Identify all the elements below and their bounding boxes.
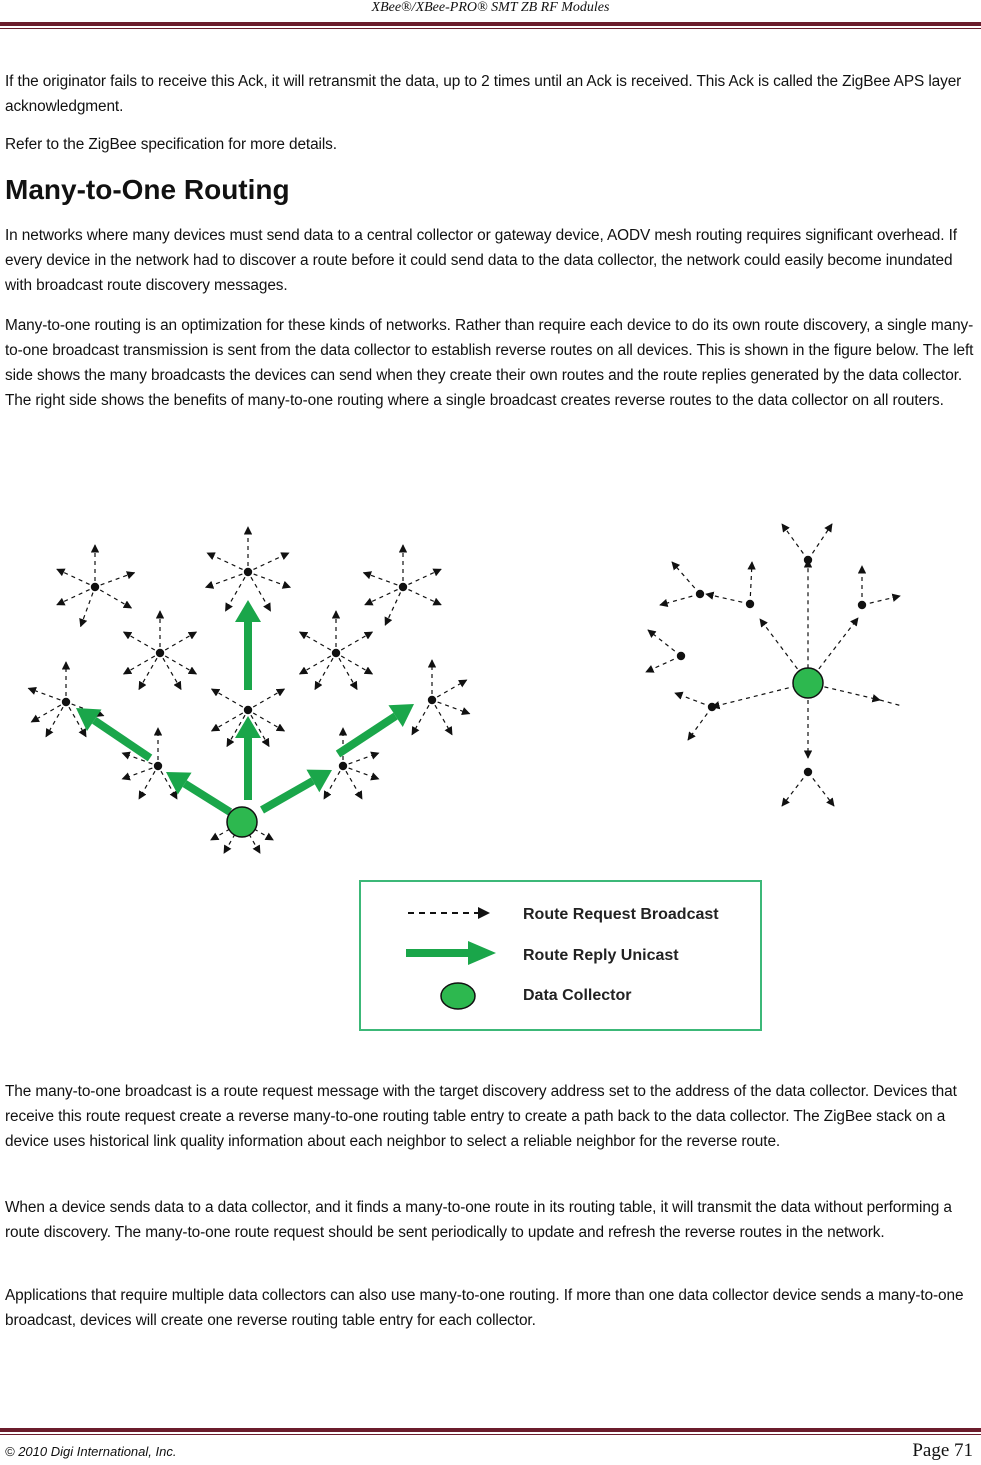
broadcast-dashed-line — [672, 562, 700, 594]
broadcast-dashed-line — [365, 590, 398, 605]
broadcast-dashed-line — [706, 594, 750, 604]
header-rule-thick — [0, 22, 981, 26]
route-reply-arrowhead — [235, 600, 261, 622]
broadcast-dashed-line — [124, 632, 155, 650]
right-data-collector — [793, 668, 823, 698]
broadcast-dashed-line — [300, 656, 331, 674]
broadcast-dashed-line — [364, 573, 398, 585]
broadcast-dashed-line — [437, 680, 466, 697]
router-node — [156, 649, 164, 657]
legend-request-label: Route Request Broadcast — [523, 906, 719, 923]
broadcast-dashed-line — [675, 693, 712, 707]
broadcast-dashed-line — [438, 702, 470, 714]
broadcast-dashed-line — [46, 707, 63, 736]
page-number: Page 71 — [912, 1440, 973, 1461]
broadcast-dashed-line — [341, 656, 372, 674]
broadcast-dashed-line — [760, 619, 802, 675]
broadcast-dashed-line — [139, 658, 157, 689]
broadcast-dashed-line — [207, 553, 242, 569]
broadcast-dashed-line — [341, 632, 372, 650]
footer-rule-thin — [0, 1434, 981, 1435]
broadcast-dashed-line — [646, 656, 681, 672]
broadcast-dashed-line — [57, 590, 90, 605]
router-node — [339, 762, 347, 770]
broadcast-dashed-line — [782, 524, 808, 560]
broadcast-dashed-line — [349, 753, 379, 764]
broadcast-dashed-line — [808, 772, 834, 806]
header-rule-thin — [0, 28, 981, 29]
left-network-diagram — [28, 527, 469, 853]
broadcast-dashed-line — [31, 705, 60, 722]
broadcast-dashed-line — [880, 700, 902, 706]
broadcast-dashed-line — [814, 618, 858, 675]
router-node — [62, 698, 70, 706]
broadcast-dashed-line — [408, 569, 441, 584]
copyright: © 2010 Digi International, Inc. — [5, 1444, 177, 1459]
route-reply-arrowhead — [235, 716, 261, 738]
paragraph-multiple-collectors: Applications that require multiple data collectors can also use many-to-one routing. If more than one data collector device sends a many-to-one broadcast, devices will create one reverse routing table entry for each collector. — [5, 1287, 964, 1329]
router-node — [332, 649, 340, 657]
broadcast-dashed-line — [100, 590, 131, 608]
broadcast-dashed-line — [435, 705, 452, 734]
router-node — [154, 762, 162, 770]
broadcast-dashed-line — [253, 713, 284, 731]
broadcast-dashed-line — [139, 771, 155, 799]
paragraph-many-to-one-optimization: Many-to-one routing is an optimization for these kinds of networks. Rather than require each device to do its own route discovery, a single many-to-one broadcast transmission is sent from the data collector to establish reverse routes on all devices. This is shown in the figure below. The left side shows the many broadcasts the devices can send when they create their own routes and the route replies generated by the data collector. The right side shows the benefits of many-to-one routing where a single broadcast creates reverse routes to the data collector on all routers. — [5, 317, 974, 409]
route-reply-arrow — [338, 716, 396, 754]
legend-collector-label: Data Collector — [523, 987, 632, 1004]
broadcast-dashed-line — [660, 594, 700, 605]
broadcast-dashed-line — [165, 632, 196, 650]
router-node — [428, 696, 436, 704]
broadcast-dashed-line — [315, 658, 333, 689]
paragraph-aodv-overhead: In networks where many devices must send data to a central collector or gateway device, AODV mesh routing requires significant overhead. If every device in the network had to discover a route before it could send data to the data collector, the network could easily become inundated with broadcast route discovery messages. — [5, 227, 957, 294]
route-reply-arrow — [262, 781, 313, 810]
broadcast-dashed-line — [349, 768, 379, 779]
broadcast-dashed-line — [28, 688, 60, 700]
router-node — [399, 583, 407, 591]
route-reply-arrow — [94, 720, 150, 758]
broadcast-dashed-line — [750, 562, 752, 604]
right-network-diagram — [646, 524, 902, 806]
paragraph-ack: If the originator fails to receive this Ack, it will retransmit the data, up to 2 times until an Ack is received. This Ack is called the ZigBee APS layer acknowledgment. — [5, 73, 962, 115]
broadcast-dashed-line — [808, 524, 832, 560]
footer-rule-thick — [0, 1428, 981, 1432]
router-node — [244, 568, 252, 576]
broadcast-dashed-line — [300, 632, 331, 650]
broadcast-dashed-line — [253, 689, 284, 707]
router-node — [91, 583, 99, 591]
broadcast-dashed-line — [57, 569, 90, 584]
broadcast-dashed-line — [339, 658, 357, 689]
broadcast-dashed-line — [212, 689, 243, 707]
broadcast-dashed-line — [408, 590, 441, 605]
broadcast-dashed-line — [254, 574, 291, 587]
broadcast-dashed-line — [817, 685, 880, 700]
paragraph-send-data: When a device sends data to a data collector, and it finds a many-to-one route in its routing table, it will transmit the data without performing a route discovery. The many-to-one route request should be sent periodically to update and refresh the reverse routes in the network. — [5, 1199, 952, 1241]
broadcast-dashed-line — [251, 577, 271, 611]
broadcast-dashed-line — [412, 705, 429, 734]
legend-collector-dot — [441, 983, 475, 1009]
broadcast-dashed-line — [81, 593, 93, 627]
figure-legend — [360, 881, 761, 1030]
broadcast-dashed-line — [226, 577, 246, 611]
broadcast-dashed-line — [163, 658, 181, 689]
broadcast-dashed-line — [712, 686, 796, 707]
broadcast-dashed-line — [253, 553, 288, 569]
broadcast-dashed-line — [206, 574, 243, 587]
router-node — [244, 706, 252, 714]
legend-reply-label: Route Reply Unicast — [523, 947, 679, 964]
paragraph-refer: Refer to the ZigBee specification for more details. — [5, 136, 337, 153]
broadcast-dashed-line — [122, 768, 152, 779]
broadcast-dashed-line — [385, 592, 400, 625]
left-data-collector — [227, 807, 257, 837]
running-header: XBee®/XBee-PRO® SMT ZB RF Modules — [371, 0, 610, 15]
paragraph-broadcast-description: The many-to-one broadcast is a route request message with the target discovery address set to the address of the data collector. Devices that receive this route request create a reverse many-to-one routing table entry to create a path back to the data collector. The ZigBee stack on a device uses historical link quality information about each neighbor to select a reliable neighbor for the reverse route. — [5, 1083, 957, 1150]
broadcast-dashed-line — [101, 573, 135, 585]
broadcast-dashed-line — [862, 596, 900, 605]
broadcast-dashed-line — [688, 707, 712, 740]
routing-figure — [0, 500, 981, 1060]
route-reply-arrow — [185, 784, 230, 812]
broadcast-dashed-line — [165, 656, 196, 674]
broadcast-dashed-line — [782, 772, 808, 806]
section-heading: Many-to-One Routing — [5, 174, 290, 205]
broadcast-dashed-line — [648, 630, 681, 656]
broadcast-dashed-line — [212, 713, 243, 731]
broadcast-dashed-line — [346, 771, 362, 799]
broadcast-dashed-line — [124, 656, 155, 674]
